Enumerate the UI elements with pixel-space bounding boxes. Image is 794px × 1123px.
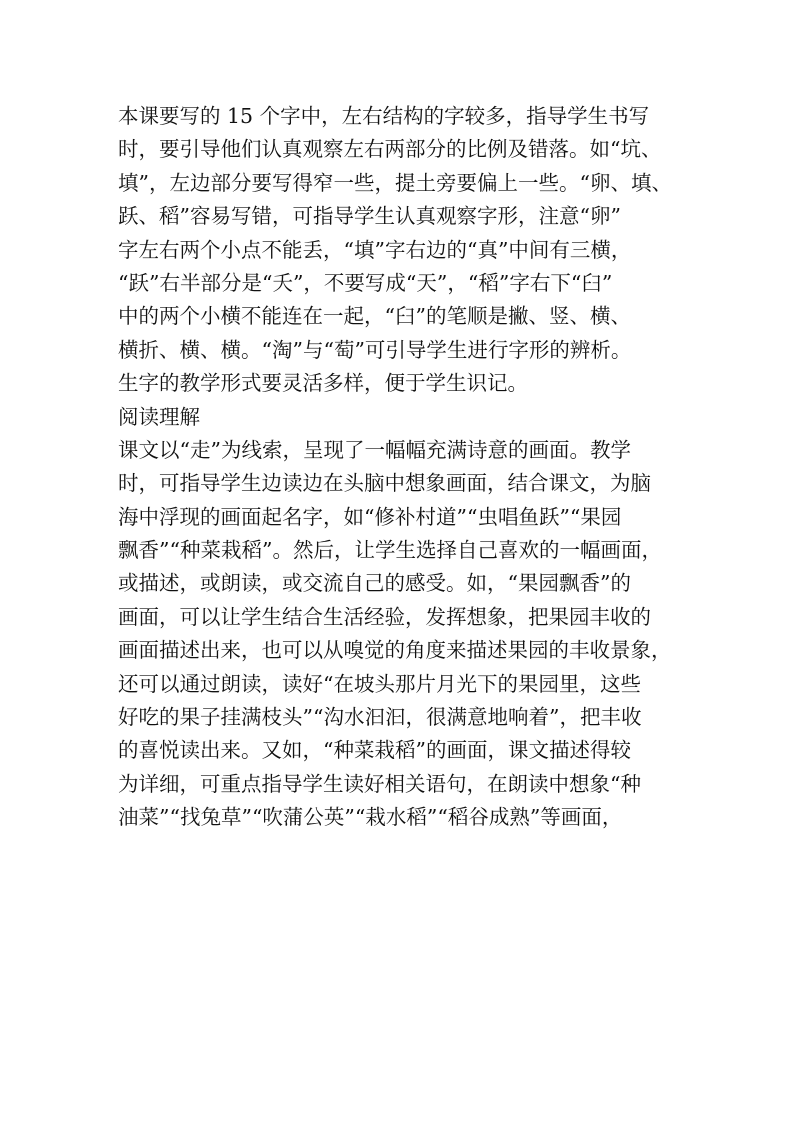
paragraph-line-14: 飘香”“种菜栽稻”。然后，让学生选择自己喜欢的一幅画面， (118, 538, 662, 563)
paragraph-line-6: “跃”右半部分是“夭”，不要写成“天”，“稻”字右下“臼” (118, 270, 613, 295)
paragraph-line-13: 海中浮现的画面起名字，如“修补村道”“虫唱鱼跃”“果园 (118, 504, 622, 529)
paragraph-line-9: 生字的教学形式要灵活多样，便于学生识记。 (118, 371, 528, 396)
paragraph-line-18: 还可以通过朗读，读好“在坡头那片月光下的果园里，这些 (118, 671, 641, 696)
paragraph-line-17: 画面描述出来，也可以从嗅觉的角度来描述果园的丰收景象， (118, 638, 672, 663)
paragraph-line-22: 油菜”“找兔草”“吹蒲公英”“栽水稻”“稻谷成熟”等画面， (118, 805, 623, 830)
paragraph-line-8: 横折、横、横。“淘”与“萄”可引导学生进行字形的辨析。 (118, 337, 632, 362)
paragraph-line-3: 填”，左边部分要写得窄一些，提土旁要偏上一些。“卵、填、 (118, 170, 672, 195)
paragraph-line-15: 或描述，或朗读，或交流自己的感受。如，“果园飘香”的 (118, 571, 631, 596)
paragraph-line-1: 本课要写的 15 个字中，左右结构的字较多，指导学生书写 (118, 104, 650, 128)
paragraph-line-19: 好吃的果子挂满枝头”“沟水汩汩，很满意地响着”，把丰收 (118, 705, 642, 730)
paragraph-line-20: 的喜悦读出来。又如，“种菜栽稻”的画面，课文描述得较 (118, 738, 631, 763)
paragraph-line-2: 时，要引导他们认真观察左右两部分的比例及错落。如“坑、 (118, 137, 662, 162)
document-body (118, 100, 698, 835)
paragraph-line-11: 课文以“走”为线索，呈现了一幅幅充满诗意的画面。教学 (118, 437, 631, 462)
paragraph-line-12: 时，可指导学生边读边在头脑中想象画面，结合课文，为脑 (118, 471, 651, 496)
paragraph-line-7: 中的两个小横不能连在一起，“臼”的笔顺是撇、竖、横、 (118, 304, 631, 329)
section-heading: 阅读理解 (118, 404, 200, 429)
paragraph-line-16: 画面，可以让学生结合生活经验，发挥想象，把果园丰收的 (118, 604, 651, 629)
paragraph-line-4: 跃、稻”容易写错，可指导学生认真观察字形，注意“卵” (118, 204, 621, 229)
paragraph-line-21: 为详细，可重点指导学生读好相关语句，在朗读中想象“种 (118, 771, 641, 796)
paragraph-line-5: 字左右两个小点不能丢，“填”字右边的“真”中间有三横， (118, 237, 632, 262)
